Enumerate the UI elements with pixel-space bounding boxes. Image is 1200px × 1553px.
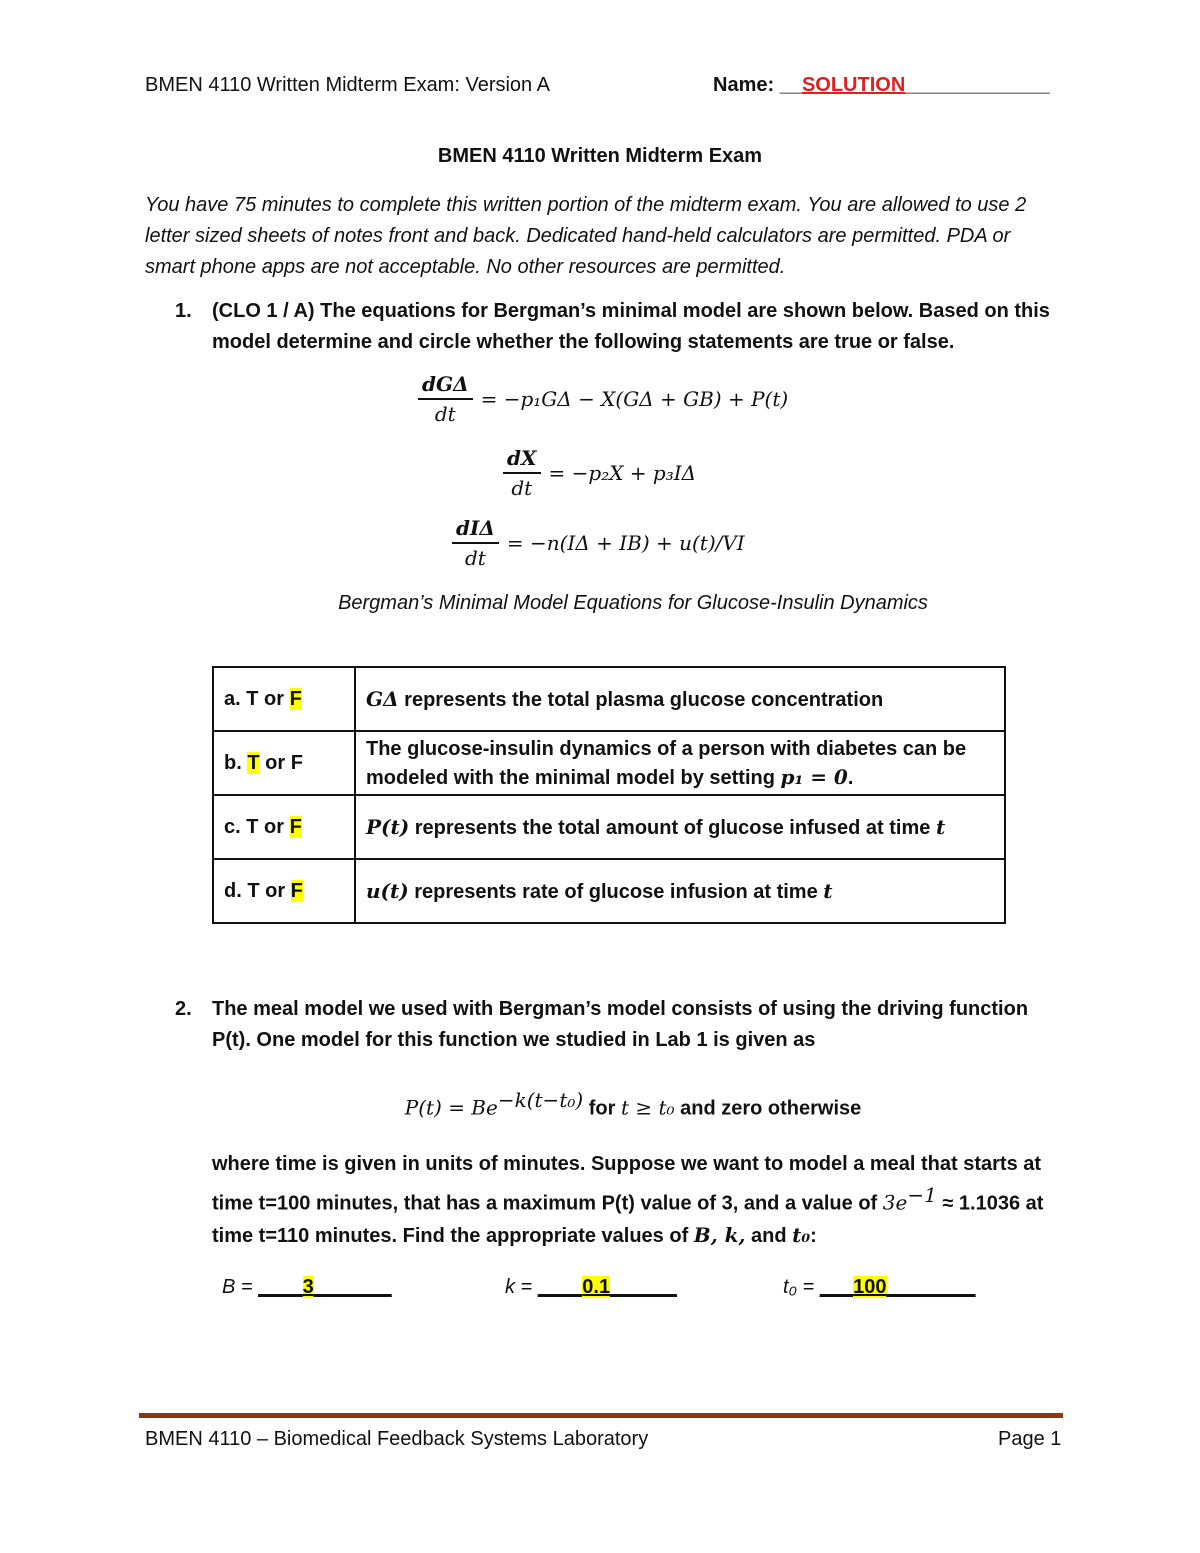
answer-k-blank-pre: ____ xyxy=(537,1276,583,1298)
statement-text: represents rate of glucose infusion at time xyxy=(408,880,824,903)
statement-text: The glucose-insulin dynamics of a person with diabetes can be modeled with the minimal model by setting xyxy=(366,737,967,789)
name-field xyxy=(713,74,1050,97)
answer-b xyxy=(222,1276,392,1299)
eq2-numerator: dX xyxy=(503,446,541,474)
statement-cell-c xyxy=(355,795,1005,859)
answer-t0-blank-post: ________ xyxy=(886,1276,976,1298)
statement-math: P(t) xyxy=(366,814,410,839)
equation-lhs: P(t) = Be xyxy=(404,1095,498,1120)
choice-label: d. T or xyxy=(224,879,291,902)
name-trailing-line: _____________ xyxy=(905,74,1050,96)
answer-t0-label: t₀ = xyxy=(783,1276,820,1298)
table-row xyxy=(213,731,1005,795)
eq2-denominator: dt xyxy=(511,476,533,500)
answer-t0 xyxy=(783,1276,976,1299)
equation-condition: t ≥ t₀ xyxy=(620,1095,675,1120)
answer-k xyxy=(505,1276,677,1299)
footer-rule xyxy=(139,1413,1063,1418)
statement-cell-b xyxy=(355,731,1005,795)
q2-body-t0: t₀ xyxy=(792,1222,811,1247)
answer-f-highlight: F xyxy=(289,687,302,710)
answer-k-label: k = xyxy=(505,1276,538,1298)
eq2-rhs: = −p₂X + p₃IΔ xyxy=(548,461,697,485)
statement-math: GΔ xyxy=(366,686,399,711)
eq2-fraction xyxy=(503,446,541,500)
name-value: SOLUTION xyxy=(801,74,906,96)
table-row xyxy=(213,795,1005,859)
answer-t0-value: 100 xyxy=(853,1276,887,1298)
answer-b-label: B = xyxy=(222,1276,259,1298)
exam-header-label: BMEN 4110 Written Midterm Exam: Version A xyxy=(145,74,550,96)
q1-text: (CLO 1 / A) The equations for Bergman’s minimal model are shown below. Based on this model determine and circle whether the following statements are true or false. xyxy=(212,300,1050,353)
equation-di xyxy=(452,516,745,570)
choice-label: a. T or xyxy=(224,687,290,710)
answer-b-blank-post: _______ xyxy=(313,1276,392,1298)
equation-dx xyxy=(503,446,696,500)
q2-number: 2. xyxy=(175,998,192,1020)
eq3-denominator: dt xyxy=(465,546,486,570)
q2-body-math: 3e xyxy=(882,1190,908,1215)
eq3-numerator: dIΔ xyxy=(452,516,499,544)
answer-f-highlight: F xyxy=(290,879,303,902)
answer-f-highlight: F xyxy=(289,815,302,838)
eq1-rhs: = −p₁GΔ − X(GΔ + GB) + P(t) xyxy=(480,387,789,411)
name-label: Name: __ xyxy=(713,74,802,96)
choice-label: c. T or xyxy=(224,815,290,838)
equations-caption: Bergman’s Minimal Model Equations for Glucose-Insulin Dynamics xyxy=(338,592,928,614)
statement-end-math: t xyxy=(823,878,833,903)
choice-cell-c xyxy=(213,795,355,859)
statement-math: p₁ = 0 xyxy=(780,764,848,789)
q2-text: The meal model we used with Bergman’s model consists of using the driving function P(t). One model for this function we studied in Lab 1 is given as xyxy=(212,998,1029,1051)
choice-cell-d xyxy=(213,859,355,923)
statement-end: . xyxy=(847,766,854,789)
statement-text: represents the total amount of glucose infused at time xyxy=(409,816,936,839)
answer-t0-blank-pre: ___ xyxy=(819,1276,854,1298)
statement-cell-d xyxy=(355,859,1005,923)
page-title: BMEN 4110 Written Midterm Exam xyxy=(437,145,763,167)
q1-number: 1. xyxy=(175,300,192,322)
footer-course-title: BMEN 4110 – Biomedical Feedback Systems Laboratory xyxy=(145,1428,649,1450)
equation-dg xyxy=(418,372,788,426)
q2-body-part1: where time is given in units of minutes. Suppose we want to model a meal that starts at time t=100 minutes, that has a maximum P(t) value of 3, and a value of xyxy=(212,1153,1042,1215)
eq1-fraction xyxy=(418,372,473,426)
choice-f: F xyxy=(290,751,303,774)
table-row xyxy=(213,859,1005,923)
statement-cell-a xyxy=(355,667,1005,731)
q2-body-vars: B, k, xyxy=(693,1222,746,1247)
q2-body-and: and xyxy=(745,1224,793,1247)
equation-exponent: −k(t−t₀) xyxy=(497,1088,584,1112)
choice-cell-a xyxy=(213,667,355,731)
q2-body-part2: at time t=110 minutes. Find the appropriate values of xyxy=(212,1192,1044,1247)
answer-k-blank-post: ______ xyxy=(610,1276,677,1298)
equation-tail: and zero otherwise xyxy=(674,1097,862,1120)
statement-text: represents the total plasma glucose concentration xyxy=(398,688,884,711)
statement-math: u(t) xyxy=(366,878,409,903)
eq3-fraction xyxy=(452,516,499,570)
page-number: Page 1 xyxy=(998,1428,1062,1450)
eq3-rhs: = −n(IΔ + IB) + u(t)/VI xyxy=(506,531,745,555)
choice-cell-b: b. T or F xyxy=(213,731,355,795)
eq1-denominator: dt xyxy=(434,402,456,426)
answer-k-value: 0.1 xyxy=(582,1276,611,1298)
choice-label: b. xyxy=(224,751,248,774)
q2-body-approx: ≈ 1.1036 xyxy=(936,1192,1021,1215)
q2-body-colon: : xyxy=(810,1224,817,1247)
eq1-numerator: dGΔ xyxy=(418,372,473,400)
equation-for: for xyxy=(583,1097,621,1120)
q2-body-exponent: −1 xyxy=(907,1183,937,1207)
true-false-table xyxy=(212,666,1006,924)
answer-b-blank-pre: ____ xyxy=(258,1276,303,1298)
statement-end-math: t xyxy=(935,814,946,839)
meal-model-equation xyxy=(0,1088,1200,1121)
answer-t-highlight: T xyxy=(247,751,260,774)
q2-body xyxy=(212,1149,1072,1252)
answer-b-value: 3 xyxy=(302,1276,314,1298)
table-row xyxy=(213,667,1005,731)
exam-instructions: You have 75 minutes to complete this written portion of the midterm exam. You are allowed to use 2 letter sized sheets of notes front and back. Dedicated hand-held calculators are permitted. PDA or smart phone apps are not acceptable. No other resources are permitted. xyxy=(145,194,1027,278)
